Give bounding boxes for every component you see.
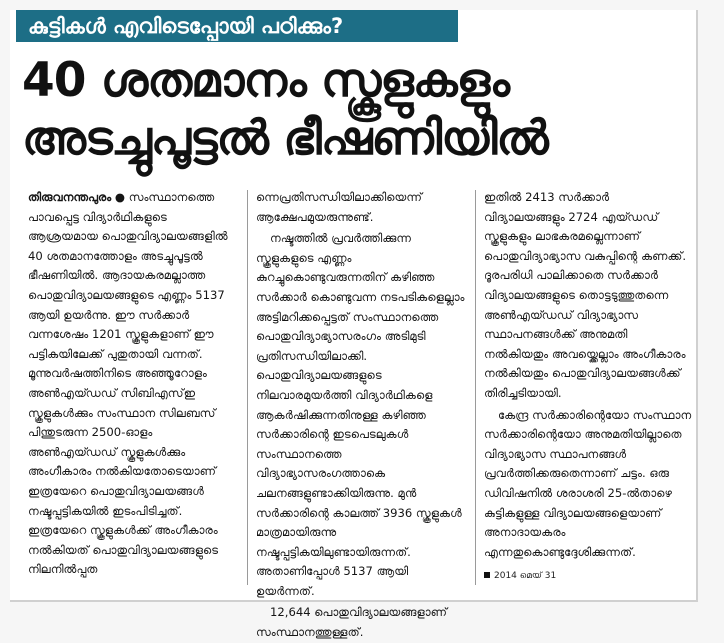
article-column-2 bbox=[256, 188, 468, 640]
headline-line-2: അടച്ചുപൂട്ടൽ ഭീഷണിയിൽ bbox=[22, 111, 548, 166]
paragraph-text: സംസ്ഥാനത്തെ പാവപ്പെട്ട വിദ്യാർഥികളുടെ ആശ്രയമായ പൊതുവിദ്യാലയങ്ങളിൽ 40 ശതമാനത്തോളം അടച്ചുപൂട്ടൽ ഭീഷണിയിൽ. ആദായകരമല്ലാത്ത പൊതുവിദ്യാലയങ്ങളുടെ എണ്ണം 5137 ആയി ഉയർന്നു. ഈ സർക്കാർ വന്നശേഷം 1201 സ്കൂളുകളാണ് ഈ പട്ടികയിലേക്ക് പുതുതായി വന്നത്. മൂന്നുവർഷത്തിനിടെ അഞ്ഞൂറോളം അൺഎയ്ഡഡ് സിബിഎസ്ഇ സ്കൂളുകൾക്കും സംസ്ഥാന സിലബസ് പിന്തുടരുന്ന 2500-ഓളം അൺഎയ്ഡഡ് സ്കൂളുകൾക്കും അംഗീകാരം നൽകിയതോടെയാണ് ഇത്രയേറെ പൊതുവിദ്യാലയങ്ങൾ നഷ്ടപ്പട്ടികയിൽ ഇടംപിടിച്ചത്. ഇത്രയേറെ സ്കൂളുകൾക്ക് അംഗീകാരം നൽകിയത് പൊതുവിദ്യാലയങ്ങളുടെ നിലനിൽപ്പത bbox=[28, 190, 228, 577]
footnote-text: 2014 മെയ് 31 bbox=[494, 571, 557, 582]
paragraph: കേന്ദ്ര സർക്കാരിന്റെയോ സംസ്ഥാന സർക്കാരിന്റെയോ അനുമതിയില്ലാതെ വിദ്യാഭ്യാസ സ്ഥാപനങ്ങൾ പ്രവർത്തിക്കരുതെന്നാണ് ചട്ടം. ഒരു ഡിവിഷനിൽ ശരാശരി 25-ൽതാഴെ കുട്ടികളുള്ള വിദ്യാലയങ്ങളെയാണ് അനാദായകരം എന്നതുകൊണ്ടുദ്ദേശിക്കുന്നത്. bbox=[484, 407, 692, 559]
square-bullet-icon bbox=[484, 572, 490, 578]
newspaper-clipping bbox=[10, 10, 698, 640]
article-column-3 bbox=[484, 188, 692, 588]
paragraph: 12,644 പൊതുവിദ്യാലയങ്ങളാണ് സംസ്ഥാനത്തുള്ളത്. bbox=[256, 605, 448, 640]
kicker-banner: കുട്ടികൾ എവിടെപ്പോയി പഠിക്കും? bbox=[16, 10, 458, 42]
column-divider bbox=[475, 190, 476, 585]
paragraph: ഇതിൽ 2413 സർക്കാർ വിദ്യാലയങ്ങളും 2724 എയ്ഡഡ് സ്കൂളുകളും ലാഭകരമല്ലെന്നാണ് പൊതുവിദ്യാഭ്യാസ വകുപ്പിന്റെ കണക്ക്. ദൂരപരിധി പാലിക്കാതെ സർക്കാർ വിദ്യാലയങ്ങളുടെ തൊട്ടടുത്തുതന്നെ അൺഎയ്ഡഡ് വിദ്യാഭ്യാസ സ്ഥാപനങ്ങൾക്ക് അനുമതി നൽകിയതും അവയ്ക്കെല്ലാം അംഗീകാരം നൽകിയതും പൊതുവിദ്യാലയങ്ങൾക്ക് തിരിച്ചടിയായി. bbox=[484, 190, 687, 400]
dateline: തിരുവനന്തപുരം bbox=[28, 190, 112, 204]
column-divider bbox=[247, 190, 248, 585]
article-column-1 bbox=[28, 188, 240, 588]
article-body bbox=[28, 188, 692, 640]
paragraph: ന്നെപ്രതിസന്ധിയിലാക്കിയെന്ന് ആക്ഷേപമുയരുന്നുണ്ട്. bbox=[256, 190, 423, 224]
paragraph: തിരുവനന്തപുരം ● സംസ്ഥാനത്തെ പാവപ്പെട്ട വിദ്യാർഥികളുടെ ആശ്രയമായ പൊതുവിദ്യാലയങ്ങളിൽ 40 ശതമാനത്തോളം അടച്ചുപൂട്ടൽ ഭീഷണിയിൽ. ആദായകരമല്ലാത്ത പൊതുവിദ്യാലയങ്ങളുടെ എണ്ണം 5137 ആയി ഉയർന്നു. ഈ സർക്കാർ വന്നശേഷം 1201 സ്കൂളുകളാണ് ഈ പട്ടികയിലേക്ക് പുതുതായി വന്നത്. മൂന്നുവർഷത്തിനിടെ അഞ്ഞൂറോളം അൺഎയ്ഡഡ് സിബിഎസ്ഇ സ്കൂളുകൾക്കും സംസ്ഥാന സിലബസ് പിന്തുടരുന്ന 2500-ഓളം അൺഎയ്ഡഡ് സ്കൂളുകൾക്കും അംഗീകാരം നൽകിയതോടെയാണ് ഇത്രയേറെ പൊതുവിദ്യാലയങ്ങൾ നഷ്ടപ്പട്ടികയിൽ ഇടംപിടിച്ചത്. ഇത്രയേറെ സ്കൂളുകൾക്ക് അംഗീകാരം നൽകിയത് പൊതുവിദ്യാലയങ്ങളുടെ നിലനിൽപ്പത bbox=[28, 190, 228, 577]
paragraph: നഷ്ടത്തിൽ പ്രവർത്തിക്കുന്ന സ്കൂളുകളുടെ എണ്ണം കുറച്ചുകൊണ്ടുവരുന്നതിന് കഴിഞ്ഞ സർക്കാർ കൊണ്ടുവന്ന നടപടികളെല്ലാം അട്ടിമറിക്കപ്പെട്ടത് സംസ്ഥാനത്തെ പൊതുവിദ്യാഭ്യാസരംഗം അടിമുടി പ്രതിസന്ധിയിലാക്കി. പൊതുവിദ്യാലയങ്ങളുടെ നിലവാരമുയർത്തി വിദ്യാർഥികളെ ആകർഷിക്കുന്നതിനുള്ള കഴിഞ്ഞ സർക്കാരിന്റെ ഇടപെടലുകൾ സംസ്ഥാനത്തെ വിദ്യാഭ്യാസരംഗത്താകെ ചലനങ്ങളുണ്ടാക്കിയിരുന്നു. മുൻ സർക്കാരിന്റെ കാലത്ത് 3936 സ്കൂളുകൾ മാത്രമായിരുന്നു നഷ്ടപ്പട്ടികയിലുണ്ടായിരുന്നത്. അതാണിപ്പോൾ 5137 ആയി ഉയർന്നത്. bbox=[256, 231, 465, 598]
headline-line-1: 40 ശതമാനം സ്കൂളുകളും bbox=[22, 53, 509, 108]
publication-date bbox=[484, 570, 692, 582]
headline bbox=[22, 52, 690, 168]
